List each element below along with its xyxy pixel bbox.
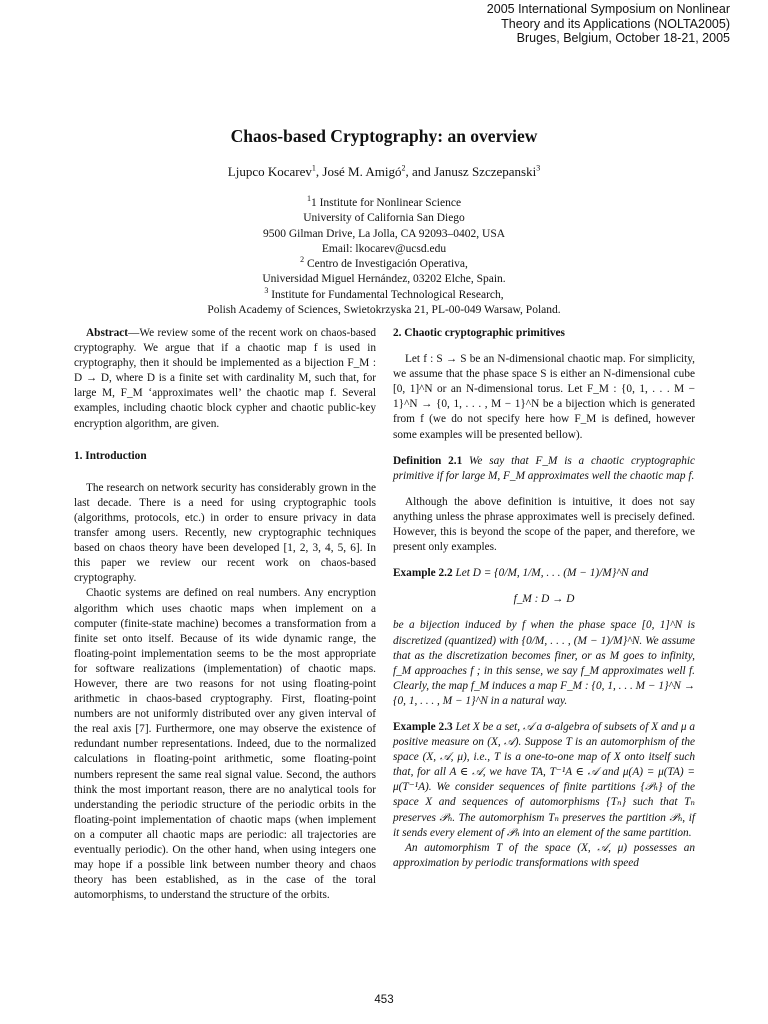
paragraph: The research on network security has considerably grown in the last decade. There is a need for using cryptographic tools (algorithms, protocols, etc.) in order to ensure privacy in data transfer among users. Recently, new cryptographic techniques based on chaos theory have been developed [1, 2, 3, 4, 5, 6]. In this paper we review our recent work on chaos-based cryptography.	[74, 481, 376, 585]
example-label: Example 2.2	[393, 567, 453, 580]
affiliation-mark: 1	[306, 194, 311, 204]
affiliation-line: Universidad Miguel Hernández, 03202 Elche, Spain.	[262, 273, 506, 286]
affiliation-line: University of California San Diego	[303, 212, 465, 225]
abstract-label: Abstract	[86, 327, 129, 339]
affiliations	[0, 196, 768, 318]
author-mark: 1	[311, 163, 316, 173]
equation: f_M : D → D	[513, 593, 575, 606]
abstract-text: —We review some of the recent work on chaos-based cryptography. We argue that if a chaotic map f is used in cryptography, then it should be implemented as a bijection F_M : D → D, where D is a finite set with cardinality M, such that, for large M, F_M ‘approximates well’ the chaotic map f. Several examples, including chaotic block cypher and chaotic public-key encryption algorithm, are given.	[74, 327, 376, 430]
author-separator: , and	[405, 164, 435, 179]
example-text: Let X be a set, 𝒜 a σ-algebra of subsets of X and μ a positive measure on (X, 𝒜). Suppose T is an automorphism of the space (X, 𝒜, μ), i.e., T is a one-to-one map of X onto itself such that, for all A ∈ 𝒜, we have TA, T⁻¹A ∈ 𝒜 and μ(A) = μ(TA) = μ(T⁻¹A). We consider sequences of finite partitions {𝒫ₙ} of the space X and sequences of automorphisms {Tₙ} such that Tₙ preserves 𝒫ₙ. The automorphism Tₙ preserves the partition 𝒫ₙ, if it sends every element of 𝒫ₙ into an element of the same partition.	[393, 720, 696, 839]
example	[393, 566, 695, 581]
affiliation-line: $^2$ Centro de Investigación Operativa,	[300, 255, 468, 271]
left-column	[74, 326, 376, 903]
example-text: be a bijection induced by f when the phase space [0, 1]^N is discretized (quantized) with {0/M, . . . , (M − 1)/M}^N. We assume that as the discretization becomes finer, or as M goes to infinity, f_M approaches f ; in this sense, we say f_M approximates well f. Clearly, the map f_M induces a map F_M : {0, 1, . . . M − 1}^N → {0, 1, . . . , M − 1}^N in a natural way.	[393, 619, 695, 707]
author-separator: ,	[315, 164, 323, 179]
author-list	[0, 164, 768, 180]
example-text: Let D = {0/M, 1/M, . . . (M − 1)/M}^N and	[455, 567, 649, 580]
affiliation-mark: 3	[264, 285, 269, 295]
paragraph: An automorphism T of the space (X, 𝒜, μ) possesses an approximation by periodic transformations with speed	[393, 841, 695, 869]
affiliation-line: $^3$ Institute for Fundamental Technological Research,	[264, 285, 504, 301]
definition	[393, 454, 695, 484]
affiliation-line: Polish Academy of Sciences, Swietokrzyska 21, PL-00-049 Warsaw, Poland.	[207, 304, 561, 317]
paragraph: Let f : S → S be an N-dimensional chaotic map. For simplicity, we assume that the phase space S is either an N-dimensional cube [0, 1]^N or an N-dimensional torus. Let F_M : {0, 1, . . . M − 1}^N → {0, 1, . . . , M − 1}^N be a bijection which is generated from f (we do not specify here how F_M is defined, however some examples will be presented bellow).	[393, 353, 695, 441]
author-mark: 3	[536, 163, 541, 173]
section-heading: 1. Introduction	[74, 449, 147, 462]
definition-text: We say that F_M is a chaotic cryptographic primitive if for large M, F_M approximates well the chaotic map f.	[393, 454, 696, 482]
example	[393, 720, 695, 841]
example-label: Example 2.3	[393, 720, 453, 733]
paper-title: Chaos-based Cryptography: an overview	[230, 126, 538, 146]
paragraph: Although the above definition is intuitive, it does not say anything unless the phrase approximates well is precisely defined. However, this is beyond the scope of the paper, and therefore, we present only examples.	[393, 495, 695, 554]
abstract	[74, 326, 376, 432]
conference-header	[310, 2, 730, 46]
affiliation-line: 9500 Gilman Drive, La Jolla, CA 92093–0402, USA	[262, 227, 506, 240]
page-number: 453	[374, 994, 394, 1006]
affiliation-mark: 2	[300, 255, 305, 265]
right-column	[393, 326, 695, 871]
author-name: Ljupco Kocarev	[227, 164, 312, 179]
section-heading: 2. Chaotic cryptographic primitives	[393, 327, 565, 339]
affiliation-email: Email: lkocarev@ucsd.edu	[321, 242, 447, 255]
author-name: Janusz Szczepanski	[434, 164, 537, 179]
conference-line: Bruges, Belgium, October 18-21, 2005	[516, 31, 730, 45]
conference-line: Theory and its Applications (NOLTA2005)	[501, 16, 730, 31]
author-mark: 2	[401, 163, 406, 173]
conference-line: 2005 International Symposium on Nonlinear	[486, 2, 730, 16]
paragraph: Chaotic systems are defined on real numbers. Any encryption algorithm which uses chaotic maps when implement on a computer (finite-state machine) becomes a transformation from a finite set onto itself. Because of its wide dynamic range, the floating-point implementation seems to be the most appropriate for software realizations (implementation) of chaotic maps. However, there are two reasons for not using floating-point arithmetic in chaos-based cryptography. First, floating-point numbers are not uniformly distributed over any given interval of the real axis [7]. Furthermore, one may observe the existence of redundant number representations. Indeed, due to the normalized calculations in floating-point arithmetic, some floating-point numbers represent the same real signal value. Second, the authors think the most important reason, there are no analytical tools for understanding the periodic structure of the periodic orbits in the floating-point implementation of chaotic maps (when implement on a computer all chaotic maps are periodic: all trajectories are eventually periodic). On the other hand, when using integers one may hope if a possible link between number theory and chaos theory has been established, as in the case of the toral automorphisms, to understand the structure of the orbits.	[74, 587, 376, 902]
affiliation-line: $^1$1 Institute for Nonlinear Science	[306, 194, 462, 209]
definition-label: Definition 2.1	[393, 454, 463, 467]
author-name: José M. Amigó	[322, 164, 402, 179]
